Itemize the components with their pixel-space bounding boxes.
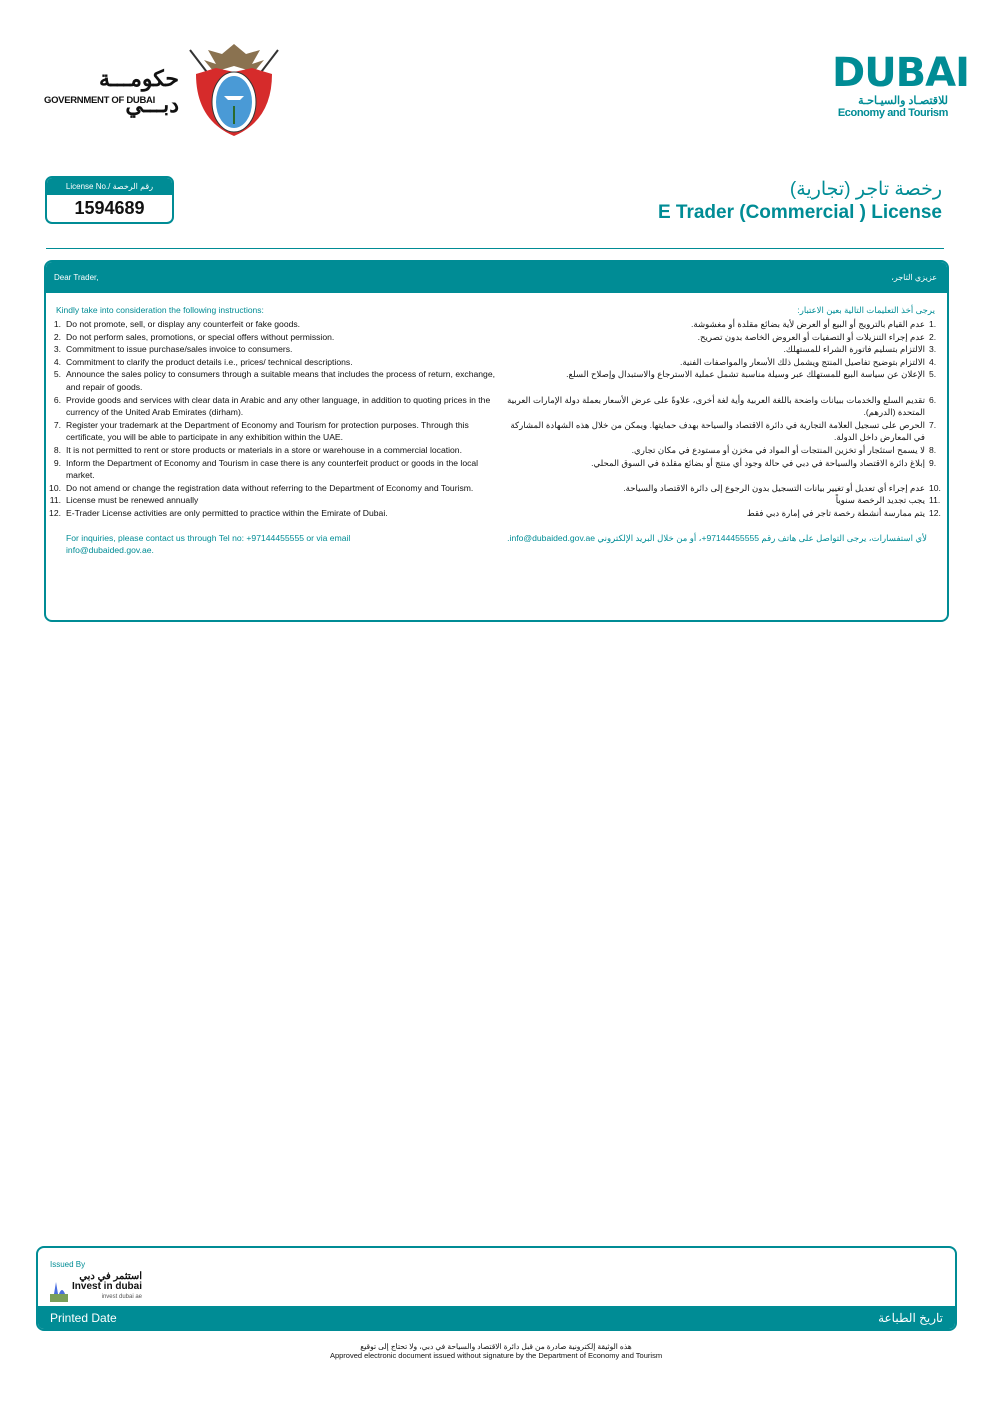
item-english: It is not permitted to rent or store products or materials in a store or warehouse in a commercial location. (66, 444, 462, 455)
det-logo-mark: DUBAI (832, 50, 970, 96)
instruction-row (46, 356, 947, 369)
item-number: 6. (53, 394, 61, 405)
license-number-box (45, 176, 174, 224)
item-english: License must be renewed annually (66, 495, 199, 506)
instruction-row (46, 419, 947, 444)
license-number-label: License No./ رقم الرخصة (47, 178, 172, 195)
det-logo-arabic: للاقتصـاد والسيـاحـة (858, 95, 948, 107)
note-english: Approved electronic document issued without signature by the Department of Economy and Tourism (329, 1351, 663, 1360)
note-arabic: هذه الوثيقة إلكترونية صادرة من قبل دائرة الاقتصاد والسياحة في دبي، ولا تحتاج إلى توقيع (360, 1342, 632, 1351)
instruction-row (46, 368, 947, 393)
item-number-arabic: 10. (929, 482, 941, 493)
instruction-row (46, 318, 947, 331)
item-arabic: الحرص على تسجيل العلامة التجارية في دائرة الاقتصاد والسياحة بهدف حمايتها. ويمكن من خلال هذه الشهادة المشاركة في المعارض داخل الدولة. (510, 419, 925, 443)
item-english: Provide goods and services with clear data in Arabic and any other language, in addition to quoting prices in the currency of the United Arab Emirates (dirham). (66, 394, 491, 418)
instruction-row (46, 482, 947, 495)
item-arabic: يتم ممارسة أنشطة رخصة تاجر في إمارة دبي فقط (746, 507, 925, 518)
instruction-row (46, 494, 947, 507)
instruction-row (46, 331, 947, 344)
item-number-arabic: 4. (929, 356, 937, 367)
det-logo (832, 50, 970, 119)
item-number: 7. (53, 419, 61, 430)
item-number-arabic: 5. (929, 369, 937, 380)
item-arabic: الإعلان عن سياسة البيع للمستهلك عبر وسيلة مناسبة تشمل عملية الاسترجاع والاستبدال وإصلاح السلع. (566, 369, 925, 380)
item-arabic: الالتزام بتوضيح تفاصيل المنتج ويشمل ذلك الأسعار والمواصفات الفنية. (680, 356, 925, 367)
invest-dubai-icon (50, 1280, 68, 1302)
instruction-row (46, 394, 947, 419)
item-number: 5. (53, 369, 61, 380)
item-arabic: لا يسمح استئجار أو تخزين المنتجات أو المواد في مخزن أو مستودع في مكان تجاري. (631, 444, 925, 455)
item-english: Do not amend or change the registration data without referring to the Department of Economy and Tourism. (66, 482, 474, 493)
instruction-row (46, 444, 947, 457)
printed-date-band (38, 1306, 955, 1329)
item-number: 4. (53, 356, 61, 367)
intro-english: Kindly take into consideration the following instructions: (56, 305, 264, 315)
item-number: 11. (49, 495, 61, 506)
det-logo-english: Economy and Tourism (837, 107, 948, 119)
item-number: 9. (53, 457, 61, 468)
printed-date-english: Printed Date (50, 1310, 117, 1325)
license-number: 1594689 (74, 198, 145, 218)
item-number-arabic: 9. (929, 457, 937, 468)
instructions-list (46, 318, 947, 520)
invest-in-dubai-logo (50, 1272, 142, 1302)
item-number-arabic: 3. (929, 344, 937, 355)
item-arabic: يجب تجديد الرخصة سنوياً (835, 495, 925, 506)
printed-date-arabic: تاريخ الطباعة (878, 1310, 943, 1325)
item-number-arabic: 12. (929, 507, 941, 518)
item-number: 3. (53, 344, 61, 355)
item-english: E-Trader License activities are only permitted to practice within the Emirate of Dubai. (66, 507, 388, 518)
greeting-arabic: عزيزي التاجر، (891, 273, 937, 282)
item-arabic: عدم إجراء التنزيلات أو التصفيات أو العروض الخاصة بدون تصريح. (697, 331, 925, 342)
item-arabic: عدم إجراء أي تعديل أو تغيير بيانات التسجيل بدون الرجوع إلى دائرة الاقتصاد والسياحة. (623, 482, 925, 493)
item-number-arabic: 1. (929, 319, 937, 329)
item-english: Announce the sales policy to consumers through a suitable means that includes the process of return, exchange, and repair of goods. (66, 369, 495, 392)
contact-arabic: لأي استفسارات، يرجى التواصل على هاتف رقم 97144455555+، أو من خلال البريد الإلكتروني info@dubaided.gov.ae. (507, 532, 927, 543)
footer-note (0, 1342, 992, 1360)
issued-by-label: Issued By (50, 1260, 86, 1269)
logo-english: Invest in dubai (72, 1281, 143, 1292)
item-english: Do not perform sales, promotions, or special offers without permission. (66, 331, 335, 342)
instruction-row (46, 507, 947, 520)
item-english: Inform the Department of Economy and Tourism in case there is any counterfeit product or goods in the local market. (66, 457, 479, 481)
logo-url: invest dubai ae (101, 1294, 143, 1300)
logo-arabic: استثمر في دبي (79, 1271, 143, 1282)
item-number: 1. (53, 319, 61, 329)
title-english: E Trader (Commercial ) License (657, 202, 942, 223)
greeting-english: Dear Trader, (54, 273, 99, 282)
intro-arabic: يرجى أخذ التعليمات التالية بعين الاعتبار: (797, 305, 935, 315)
item-english: Register your trademark at the Department of Economy and Tourism for protection purposes. Through this certificate, you will be able to participate in any exhibition within the UAE. (66, 419, 469, 443)
item-number-arabic: 8. (929, 444, 937, 455)
gov-logo-english: GOVERNMENT OF DUBAI (44, 95, 155, 106)
instruction-row (46, 343, 947, 356)
contact-english: For inquiries, please contact us through Tel no: +97144455555 or via email info@dubaided.gov.ae. (66, 532, 351, 556)
item-number: 10. (49, 482, 61, 493)
item-arabic: تقديم السلع والخدمات ببيانات واضحة باللغة العربية وأية لغة أخرى، علاوةً على عرض الأسعار بعملة دولة الإمارات العربية المتحدة (الدرهم). (507, 394, 925, 418)
gov-logo-arabic: حكومـــة دبـــي (98, 66, 179, 117)
item-number: 2. (53, 331, 61, 342)
footer-box (36, 1246, 957, 1331)
item-number-arabic: 2. (929, 331, 937, 342)
panel-header (46, 262, 947, 293)
item-number-arabic: 11. (929, 495, 941, 506)
item-arabic: عدم القيام بالترويج أو البيع أو العرض لأية بضائع مقلدة أو مغشوشة. (690, 319, 925, 329)
item-number: 12. (49, 507, 61, 518)
item-english: Commitment to issue purchase/sales invoice to consumers. (66, 344, 293, 355)
divider (46, 248, 944, 249)
item-number-arabic: 6. (929, 394, 937, 405)
instruction-row (46, 457, 947, 482)
item-number: 8. (53, 444, 61, 455)
item-english: Do not promote, sell, or display any counterfeit or fake goods. (66, 319, 301, 329)
item-english: Commitment to clarify the product details i.e., prices/ technical descriptions. (66, 356, 353, 367)
item-number-arabic: 7. (929, 419, 937, 430)
item-arabic: الالتزام بتسليم فاتورة الشراء للمستهلك. (783, 344, 925, 355)
title-arabic: رخصة تاجر (تجارية) (789, 179, 942, 200)
dubai-emblem-icon (186, 40, 282, 138)
instructions-panel (44, 260, 949, 622)
item-arabic: إبلاغ دائرة الاقتصاد والسياحة في دبي في حالة وجود أي منتج أو بضائع مقلدة في السوق المحلي. (591, 457, 925, 468)
page-title (658, 178, 942, 224)
